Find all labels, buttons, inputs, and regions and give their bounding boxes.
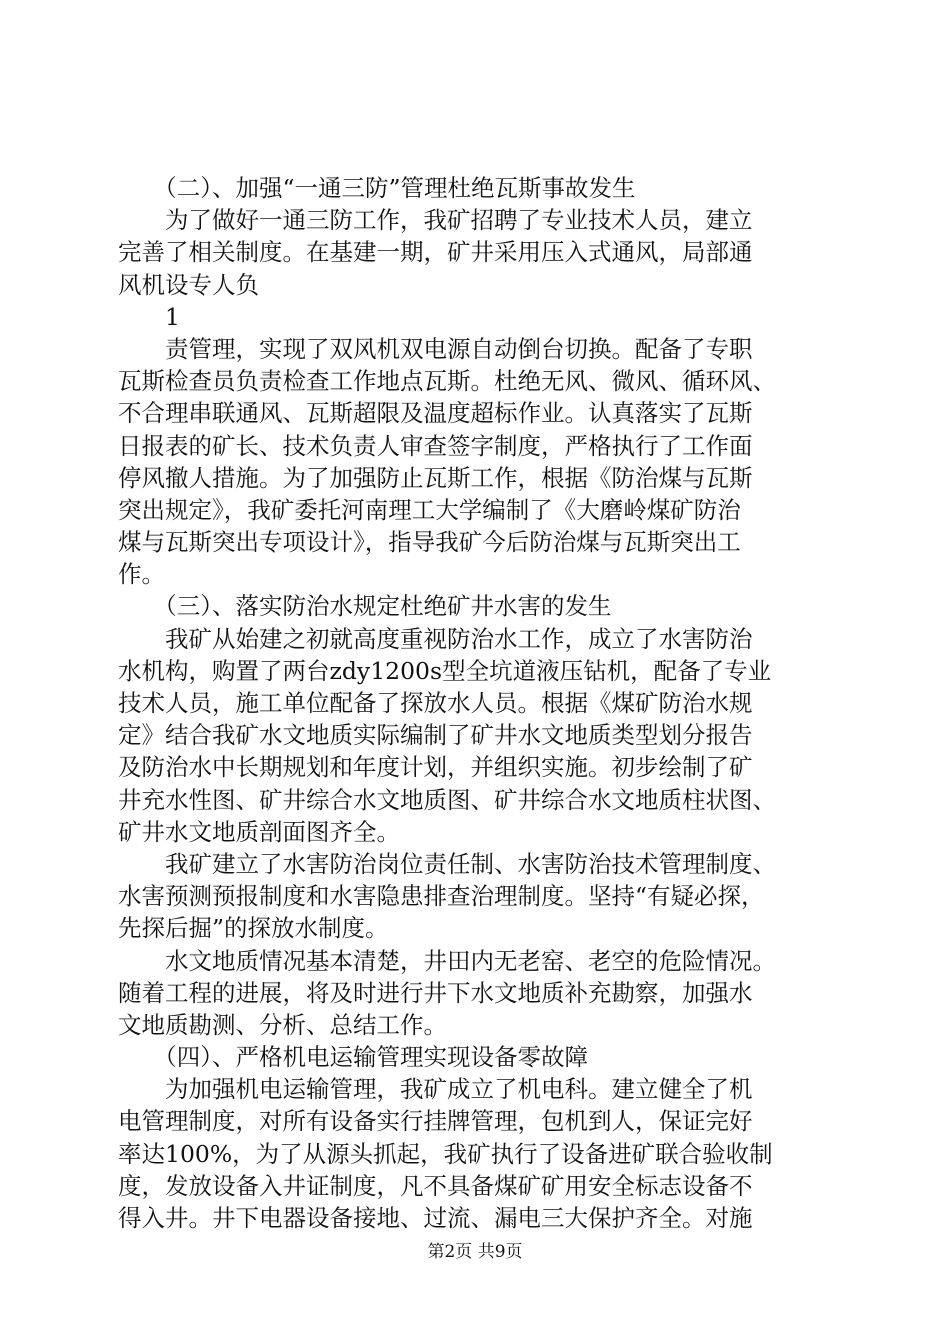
page-number-inline: 1: [118, 302, 180, 331]
text-line: 煤与瓦斯突出专项设计》，指导我矿今后防治煤与瓦斯突出工: [118, 528, 741, 557]
text-line: 定》结合我矿水文地质实际编制了矿井水文地质类型划分报告: [118, 721, 753, 750]
text-line: 我矿建立了水害防治岗位责任制、水害防治技术管理制度、: [118, 849, 776, 878]
text-line: 风机设专人负: [118, 270, 259, 299]
text-line: 日报表的矿长、技术负责人审查签字制度，严格执行了工作面: [118, 431, 753, 460]
page-count-label: 第2页 共9页: [427, 1242, 523, 1262]
text-line: 责管理，实现了双风机双电源自动倒台切换。配备了专职: [118, 334, 753, 363]
text-line: 停风撤人措施。为了加强防止瓦斯工作，根据《防治煤与瓦斯: [118, 463, 753, 492]
text-line: 先探后掘”的探放水制度。: [118, 914, 389, 943]
text-line: 率达100%，为了从源头抓起，我矿执行了设备进矿联合验收制: [118, 1139, 773, 1168]
text-line: 水害预测预报制度和水害隐患排查治理制度。坚持“有疑必探，: [118, 882, 765, 911]
text-line: 及防治水中长期规划和年度计划，并组织实施。初步绘制了矿: [118, 753, 753, 782]
text-line: 文地质勘测、分析、总结工作。: [118, 1010, 447, 1039]
text-line: （二）、加强“一通三防”管理杜绝瓦斯事故发生: [118, 174, 636, 202]
text-line: 突出规定》，我矿委托河南理工大学编制了《大磨岭煤矿防治: [118, 495, 741, 524]
text-line: 矿井水文地质剖面图齐全。: [118, 817, 400, 846]
text-line: 我矿从始建之初就高度重视防治水工作，成立了水害防治: [118, 624, 753, 653]
page-footer: [0, 1241, 950, 1263]
text-line: 不合理串联通风、瓦斯超限及温度超标作业。认真落实了瓦斯: [118, 399, 753, 428]
text-line: 得入井。井下电器设备接地、过流、漏电三大保护齐全。对施: [118, 1204, 753, 1232]
text-line: 技术人员，施工单位配备了探放水人员。根据《煤矿防治水规: [118, 689, 753, 717]
section-heading: （四）、严格机电运输管理实现设备零故障: [118, 1043, 588, 1072]
text-line: 度，发放设备入井证制度，凡不具备煤矿矿用安全标志设备不: [118, 1171, 753, 1200]
text-line: 为了做好一通三防工作，我矿招聘了专业技术人员，建立: [118, 206, 753, 235]
text-line: 作。: [118, 560, 165, 589]
text-line: 井充水性图、矿井综合水文地质图、矿井综合水文地质柱状图、: [118, 785, 776, 814]
text-line: 瓦斯检查员负责检查工作地点瓦斯。杜绝无风、微风、循环风、: [118, 367, 776, 396]
text-line: 完善了相关制度。在基建一期，矿井采用压入式通风，局部通: [118, 238, 753, 267]
text-line: 水机构，购置了两台zdy1200s型全坑道液压钻机，配备了专业: [118, 656, 772, 685]
body-text: [118, 172, 838, 1234]
text-line: 随着工程的进展，将及时进行井下水文地质补充勘察，加强水: [118, 978, 753, 1007]
section-heading: （三）、落实防治水规定杜绝矿井水害的发生: [118, 592, 612, 621]
text-line: 电管理制度，对所有设备实行挂牌管理，包机到人，保证完好: [118, 1107, 753, 1136]
text-line: 水文地质情况基本清楚，井田内无老窑、老空的危险情况。: [118, 946, 776, 975]
text-line: 为加强机电运输管理，我矿成立了机电科。建立健全了机: [118, 1075, 753, 1104]
